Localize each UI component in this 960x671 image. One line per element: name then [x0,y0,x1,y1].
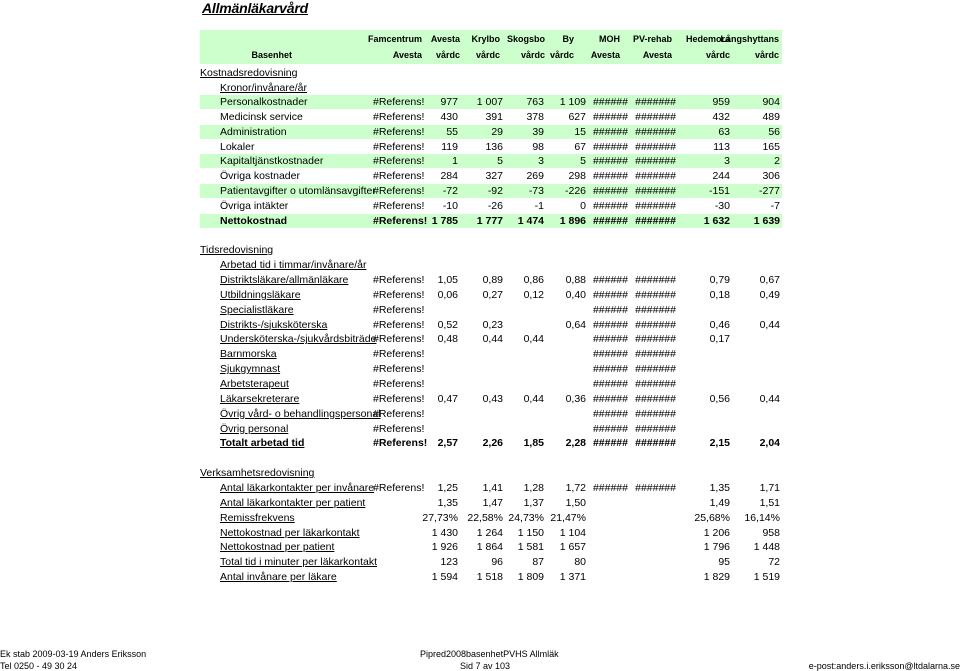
cell-value: 16,14% [744,511,780,524]
cell-value: ###### [592,333,628,346]
column-header: Avesta [430,34,460,44]
cell-value: ####### [635,110,676,123]
row-label: Distriktsläkare/allmänläkare [220,274,349,286]
cell-value: 958 [762,526,780,539]
table-row [200,527,782,541]
cell-value: ####### [635,140,676,153]
cell-value: 95 [718,556,730,569]
cell-value: 5 [580,155,586,168]
table-row [200,348,782,362]
footer-phone: Tel 0250 - 49 30 24 [0,661,78,671]
table-row [200,408,782,422]
cell-value: ###### [592,422,628,435]
cell-value: #Referens! [373,110,425,123]
cell-value: -277 [758,185,780,198]
column-header: vårdc [475,50,500,60]
header-row-1 [200,34,782,48]
cell-value: ####### [635,170,676,183]
row-label: Total tid i minuter per läkarkontakt [220,556,377,569]
cell-value: #Referens! [373,348,425,361]
header-row-2 [200,50,782,64]
cell-value: #Referens! [373,318,425,331]
cell-value: ####### [635,482,676,494]
cell-value: 5 [497,155,503,168]
cell-value: 1 594 [431,571,458,584]
cell-value: ####### [635,437,676,450]
cell-value: 244 [712,170,730,183]
cell-value: 39 [532,125,544,138]
cell-value: 0,89 [482,274,503,286]
column-header: Långshyttans [720,34,779,44]
cell-value: 0,86 [523,274,544,286]
cell-value: #Referens! [373,422,425,435]
cell-value: -10 [442,199,458,212]
row-label: Antal invånare per läkare [220,571,337,584]
footer-page: Sid 7 av 103 [460,661,511,671]
cell-value: 98 [532,140,544,153]
cell-value: 1 371 [559,571,586,584]
cell-value: ###### [592,185,628,198]
cell-value: #Referens! [373,333,425,346]
cell-value: 1,50 [565,496,586,509]
cell-value: ####### [635,363,676,376]
cell-value: 1 [452,155,458,168]
table-row [200,393,782,407]
cell-value: -26 [487,199,503,212]
cell-value: 119 [441,140,458,153]
cell-value: 284 [440,170,458,183]
column-header: vårdc [705,50,730,60]
cell-value: 306 [762,170,780,183]
row-label: Distrikts-/sjuksköterska [220,318,328,331]
cell-value: 1 430 [431,526,458,539]
cell-value: 1,85 [523,437,544,450]
cell-value: #Referens! [373,96,425,108]
table-row [200,482,782,496]
cell-value: #Referens! [373,155,425,168]
cell-value: 904 [762,96,780,108]
cell-value: ###### [592,377,628,390]
column-header: vårdc [520,50,545,60]
cell-value: ####### [635,199,676,212]
cell-value: 298 [568,170,586,183]
section-subtitle-time: Arbetad tid i timmar/invånare/år [220,259,367,271]
cell-value: 977 [440,96,458,108]
cell-value: #Referens! [373,437,428,450]
row-label: Nettokostnad per patient [220,541,335,554]
table-row [200,111,782,125]
cell-value: -7 [770,199,780,212]
table-row [200,215,782,229]
column-header: vårdc [754,50,779,60]
cell-value: 22,58% [467,511,503,524]
cell-value: 0,44 [523,333,544,346]
cell-value: 269 [526,170,544,183]
table-row [200,304,782,318]
cell-value: 2,04 [759,437,780,450]
table-row [200,170,782,184]
row-label: Undersköterska-/sjukvårdsbiträde [220,333,377,346]
cell-value: 0,44 [523,392,544,405]
cell-value: #Referens! [373,407,425,420]
cell-value: 0,79 [709,274,730,286]
cell-value: 0,12 [523,288,544,301]
cell-value: ###### [592,274,628,286]
cell-value: ####### [635,377,676,390]
row-label: Personalkostnader [220,96,308,108]
cell-value: 391 [485,110,503,123]
cell-value: #Referens! [373,199,425,212]
column-header: By [562,34,574,44]
cell-value: #Referens! [373,125,425,138]
column-header: Avesta [590,50,620,60]
cell-value: ###### [592,155,628,168]
footer-filename: Pipred2008basenhetPVHS Allmläk [420,649,559,659]
cell-value: 1,49 [709,496,730,509]
section-title-ops: Verksamhetsredovisning [200,467,315,479]
cell-value: 1,35 [437,496,458,509]
cell-value: 1,72 [565,482,586,494]
cell-value: 80 [574,556,586,569]
cell-value: 63 [718,125,730,138]
cell-value: 0,48 [437,333,458,346]
cell-value: 0,88 [565,274,586,286]
cell-value: #Referens! [373,288,425,301]
cell-value: -92 [487,185,503,198]
cell-value: #Referens! [373,170,425,183]
row-label: Läkarsekreterare [220,392,300,405]
row-label: Antal läkarkontakter per invånare [220,482,375,494]
column-header-basenhet: Basenhet [251,50,292,60]
footer-email: e-post:anders.i.eriksson@ltdalarna.se [808,661,960,671]
cell-value: 1,41 [482,482,503,494]
row-label: Medicinsk service [220,110,303,123]
cell-value: 25,68% [694,511,730,524]
cell-value: 123 [440,556,458,569]
table-row [200,126,782,140]
table-row [200,497,782,511]
row-label: Nettokostnad per läkarkontakt [220,526,360,539]
cell-value: 378 [526,110,544,123]
cell-value: 29 [491,125,503,138]
cell-value: 1 777 [476,214,503,227]
cell-value: ###### [592,288,628,301]
cell-value: -72 [442,185,458,198]
cell-value: 1 519 [753,571,780,584]
column-header: Krylbo [471,34,500,44]
cell-value: 2,26 [482,437,503,450]
cell-value: 96 [491,556,503,569]
cell-value: ###### [592,110,628,123]
cell-value: 1 796 [703,541,730,554]
table-row [200,541,782,555]
cell-value: 1 829 [703,571,730,584]
row-label: Sjukgymnast [220,363,281,376]
cell-value: 21,47% [550,511,586,524]
column-header: MOH [599,34,620,44]
row-label: Administration [220,125,287,138]
table-row [200,512,782,526]
cell-value: ####### [635,125,676,138]
cell-value: 15 [574,125,586,138]
row-label: Övriga kostnader [220,170,300,183]
cell-value: 0,06 [437,288,458,301]
cell-value: ####### [635,214,676,227]
cell-value: ###### [592,125,628,138]
table-row [200,571,782,585]
table-row [200,423,782,437]
cell-value: 3 [538,155,544,168]
cell-value: 0,67 [759,274,780,286]
column-header: PV-rehab [632,34,672,44]
column-header: vårdc [435,50,460,60]
cell-value: 0,44 [759,392,780,405]
cell-value: 0,47 [437,392,458,405]
cell-value: 0,44 [482,333,503,346]
section-subtitle-cost: Kronor/invånare/år [220,82,307,94]
cell-value: 1 109 [559,96,586,108]
cell-value: #Referens! [373,482,425,494]
table-row [200,289,782,303]
cell-value: 489 [762,110,780,123]
cell-value: 0,43 [482,392,503,405]
cell-value: 72 [768,556,780,569]
cell-value: ####### [635,422,676,435]
cell-value: 1 474 [517,214,544,227]
cell-value: #Referens! [373,185,425,198]
cell-value: 1,71 [759,482,780,494]
cell-value: 0,36 [565,392,586,405]
page-title: Allmänläkarvård [202,0,308,16]
cell-value: ###### [592,140,628,153]
section-title-cost: Kostnadsredovisning [200,67,298,79]
column-header: Skogsbo [506,34,545,44]
cell-value: 1 864 [476,541,503,554]
cell-value: 3 [724,155,730,168]
table-row [200,141,782,155]
cell-value: ####### [635,333,676,346]
row-label: Arbetsterapeut [220,377,289,390]
cell-value: 0,52 [437,318,458,331]
cell-value: 1,51 [759,496,780,509]
cell-value: ###### [592,96,628,108]
cell-value: ###### [592,482,628,494]
column-header: Famcentrum [367,34,422,44]
cell-value: 1,37 [523,496,544,509]
cell-value: 430 [440,110,458,123]
cell-value: 1 896 [559,214,586,227]
column-header: vårdc [549,50,574,60]
cell-value: 0 [580,199,586,212]
cell-value: -30 [714,199,730,212]
cell-value: ###### [592,303,628,316]
cell-value: 2,28 [565,437,586,450]
cell-value: 56 [768,125,780,138]
cell-value: 0,23 [482,318,503,331]
cell-value: 1 264 [476,526,503,539]
row-label: Remissfrekvens [220,511,295,524]
cell-value: 2,57 [437,437,458,450]
cell-value: 136 [485,140,503,153]
cell-value: 2,15 [709,437,730,450]
cell-value: 0,44 [759,318,780,331]
row-label: Patientavgifter o utomlänsavgifter [220,185,376,198]
cell-value: 1 581 [517,541,544,554]
cell-value: #Referens! [373,303,425,316]
row-label: Barnmorska [220,348,277,361]
cell-value: 1,25 [437,482,458,494]
cell-value: 87 [532,556,544,569]
table-row [200,556,782,570]
cell-value: 113 [713,140,730,153]
table-row [200,319,782,333]
cell-value: ###### [592,170,628,183]
cell-value: ###### [592,363,628,376]
column-header: Hedemora [685,34,730,44]
cell-value: 0,46 [709,318,730,331]
cell-value: 27,73% [422,511,458,524]
table-row [200,363,782,377]
cell-value: ####### [635,407,676,420]
footer-author: Ek stab 2009-03-19 Anders Eriksson [0,649,147,659]
row-label: Lokaler [220,140,255,153]
row-label: Totalt arbetad tid [220,437,305,450]
table-row [200,155,782,169]
row-label: Övrig personal [220,422,289,435]
cell-value: 2 [774,155,780,168]
cell-value: 1 632 [703,214,730,227]
cell-value: 1 785 [431,214,458,227]
cell-value: ###### [592,348,628,361]
cell-value: 0,56 [709,392,730,405]
cell-value: #Referens! [373,140,425,153]
cell-value: 0,40 [565,288,586,301]
row-label: Nettokostnad [220,214,288,227]
cell-value: 55 [446,125,458,138]
cell-value: 432 [712,110,730,123]
cell-value: #Referens! [373,392,425,405]
cell-value: ###### [592,214,628,227]
row-label: Utbildningsläkare [220,288,301,301]
table-row [200,185,782,199]
cell-value: 0,64 [565,318,586,331]
cell-value: 1,28 [523,482,544,494]
cell-value: #Referens! [373,214,428,227]
cell-value: ####### [635,288,676,301]
table-row [200,96,782,110]
cell-value: 1 518 [476,571,503,584]
cell-value: ####### [635,155,676,168]
cell-value: ####### [635,303,676,316]
cell-value: 0,27 [482,288,503,301]
column-header: Avesta [642,50,672,60]
cell-value: 1 448 [753,541,780,554]
cell-value: ####### [635,318,676,331]
cell-value: 763 [526,96,544,108]
section-title-time: Tidsredovisning [200,244,274,256]
cell-value: -226 [564,185,586,198]
cell-value: 627 [568,110,586,123]
cell-value: 959 [712,96,730,108]
cell-value: #Referens! [373,363,425,376]
cell-value: 1,47 [482,496,503,509]
cell-value: -73 [528,185,544,198]
row-label: Specialistläkare [220,303,294,316]
cell-value: -151 [708,185,730,198]
table-row [200,274,782,288]
table-row [200,378,782,392]
cell-value: ####### [635,96,676,108]
table-row [200,333,782,347]
cell-value: #Referens! [373,274,425,286]
cell-value: 0,18 [709,288,730,301]
cell-value: 1 007 [476,96,503,108]
cell-value: ###### [592,437,628,450]
cell-value: ###### [592,392,628,405]
cell-value: -1 [534,199,544,212]
cell-value: 165 [762,140,780,153]
cell-value: #Referens! [373,377,425,390]
cell-value: 0,17 [709,333,730,346]
cell-value: ####### [635,392,676,405]
cell-value: 1 657 [559,541,586,554]
cell-value: ####### [635,185,676,198]
cell-value: 1 926 [431,541,458,554]
cell-value: 1,05 [437,274,458,286]
cell-value: ####### [635,274,676,286]
cell-value: 1 206 [703,526,730,539]
cell-value: ####### [635,348,676,361]
cell-value: 0,49 [759,288,780,301]
cell-value: 24,73% [508,511,544,524]
cell-value: 67 [574,140,586,153]
row-label: Övrig vård- o behandlingspersonal [220,407,381,420]
cell-value: ###### [592,199,628,212]
cell-value: 1 104 [559,526,586,539]
cell-value: 1 809 [517,571,544,584]
cell-value: ###### [592,407,628,420]
cell-value: 1 639 [753,214,780,227]
row-label: Övriga intäkter [220,199,289,212]
cell-value: 1 150 [517,526,544,539]
cell-value: ###### [592,318,628,331]
row-label: Kapitaltjänstkostnader [220,155,324,168]
row-label: Antal läkarkontakter per patient [220,496,366,509]
table-row [200,200,782,214]
column-header: Avesta [392,50,422,60]
cell-value: 1,35 [709,482,730,494]
cell-value: 327 [485,170,503,183]
table-row [200,437,782,451]
